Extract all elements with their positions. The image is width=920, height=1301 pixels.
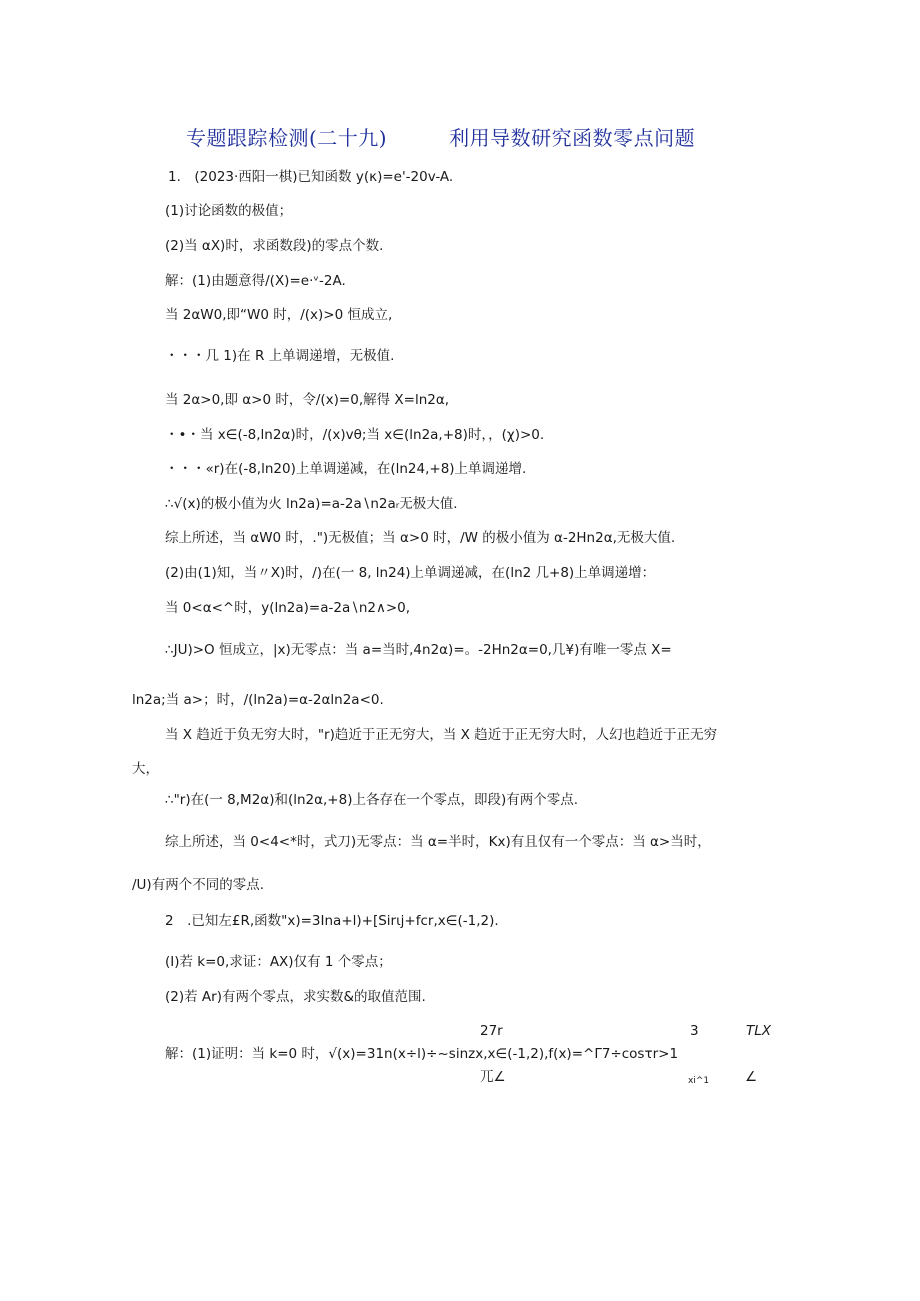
solution-line: ∴JU)>O 恒成立，|x)无零点：当 a=当时,4n2α)=。-2Hn2α=0,几¥)有唯一零点 X= bbox=[165, 642, 672, 658]
solution-line: /U)有两个不同的零点. bbox=[132, 877, 264, 893]
formula-fragment: TLX bbox=[746, 1023, 772, 1039]
title-subtitle: 利用导数研究函数零点问题 bbox=[449, 126, 696, 150]
solution-line: ・・・几 1)在 R 上单调递增，无极值. bbox=[165, 348, 395, 364]
problem-1-part-1: (1)讨论函数的极值； bbox=[165, 203, 293, 219]
problem-1-statement: 1. (2023·西阳一棋)已知函数 y(κ)=e'-20v-A. bbox=[168, 169, 454, 185]
solution-line: ・・・«r)在(-8,ln20)上单调递减，在(ln24,+8)上单调递增. bbox=[165, 461, 527, 477]
solution-line: 当 X 趋近于负无穷大时，"r)趋近于正无穷大，当 X 趋近于正无穷大时，人幻也趋近于正无穷 bbox=[165, 727, 718, 743]
problem-2-part-2: (2)若 Ar)有两个零点，求实数&的取值范围. bbox=[165, 989, 426, 1005]
page-title bbox=[186, 122, 786, 151]
solution-line: 大， bbox=[132, 761, 159, 777]
title-main: 专题跟踪检测(二十九) bbox=[186, 126, 388, 150]
formula-fragment: xi^1 bbox=[688, 1076, 710, 1086]
solution-line: 当 2α>0,即 α>0 时，令/(x)=0,解得 X=ln2α, bbox=[165, 392, 450, 408]
solution-line: ∴√(x)的极小值为火 ln2a)=a-2a∖n2aᵣ无极大值. bbox=[165, 496, 458, 512]
problem-2-statement: 2 .已知左£R,函数"x)=3Ina+l)+[Sirιj+fcr,x∈(-1,2). bbox=[165, 913, 499, 929]
solution-line: 解：(1)证明：当 k=0 时，√(x)=31n(x÷l)÷~sinzx,x∈(-1,2),f(x)=^Γ7÷cosτr>1 bbox=[165, 1046, 679, 1062]
solution-line: 当 0<α<^时，y(ln2a)=a-2a∖n2∧>0, bbox=[165, 600, 411, 616]
solution-line: ∴"r)在(一 8,M2α)和(ln2α,+8)上各存在一个零点，即段)有两个零点. bbox=[165, 792, 579, 808]
solution-line: 综上所述，当 αW0 时，.")无极值；当 α>0 时，/W 的极小值为 α-2Hn2α,无极大值. bbox=[165, 530, 676, 546]
problem-1-part-2: (2)当 αX)时，求函数段)的零点个数. bbox=[165, 238, 384, 254]
solution-line: 综上所述，当 0<4<*时，式刀)无零点：当 α=半时，Kx)有且仅有一个零点：当 α>当时， bbox=[165, 834, 711, 850]
formula-fragment: 兀∠ bbox=[480, 1069, 506, 1085]
solution-line: 当 2αW0,即“W0 时，/(x)>0 恒成立, bbox=[165, 307, 393, 323]
problem-2-part-1: (I)若 k=0,求证：AX)仅有 1 个零点； bbox=[165, 954, 392, 970]
formula-fragment: ∠ bbox=[745, 1069, 758, 1085]
solution-line: ・•・当 x∈(-8,ln2α)时，/(x)vθ;当 x∈(ln2a,+8)时，，(χ)>0. bbox=[165, 427, 545, 443]
formula-fragment: 27r bbox=[480, 1023, 503, 1039]
solution-line: (2)由(1)知，当〃X)时，/)在(一 8, ln24)上单调递减，在(ln2 几+8)上单调递增： bbox=[165, 565, 656, 581]
solution-line: 解：(1)由题意得/(X)=e·ᵛ-2A. bbox=[165, 273, 346, 289]
solution-line: ln2a;当 a>；时，/(ln2a)=α-2αln2a<0. bbox=[132, 692, 384, 708]
formula-fragment: 3 bbox=[690, 1023, 699, 1039]
